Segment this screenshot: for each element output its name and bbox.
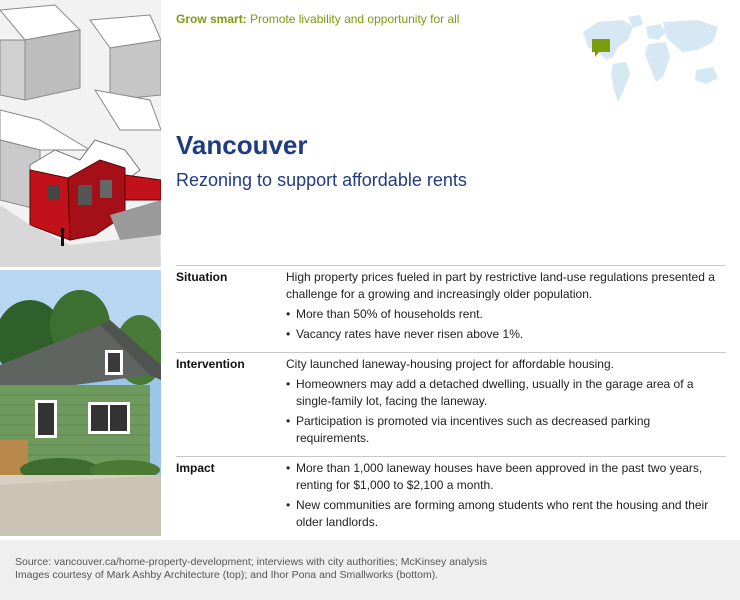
list-item: • Participation is promoted via incentives such as decreased parking requirements. xyxy=(286,413,726,447)
kicker-text: Promote livability and opportunity for all xyxy=(250,12,460,26)
table-row-intervention xyxy=(176,352,726,456)
row-intro: High property prices fueled in part by restrictive land-use regulations presented a challenge for a growing and increasingly older population. xyxy=(286,270,715,301)
row-content xyxy=(286,356,726,450)
list-item: • More than 1,000 laneway houses have been approved in the past two years, renting for $1,000 to $2,100 a month. xyxy=(286,460,726,494)
source-note: Source: vancouver.ca/home-property-development; interviews with city authorities; McKinsey analysis xyxy=(15,556,488,568)
list-item: • New communities are forming among students who rent the housing and their older landlords. xyxy=(286,497,726,531)
row-intro: City launched laneway-housing project for affordable housing. xyxy=(286,357,614,371)
image-credits: Images courtesy of Mark Ashby Architecture (top); and Ihor Pona and Smallworks (bottom). xyxy=(15,569,439,581)
page-title: Vancouver xyxy=(176,130,308,160)
row-label: Intervention xyxy=(176,357,245,371)
section-kicker xyxy=(176,12,459,26)
world-map-icon xyxy=(578,12,728,108)
table-row-impact xyxy=(176,456,726,540)
row-label: Situation xyxy=(176,270,228,284)
row-label: Impact xyxy=(176,461,215,475)
page-subtitle: Rezoning to support affordable rents xyxy=(176,170,467,190)
table-row-situation xyxy=(176,265,726,352)
row-content xyxy=(286,460,726,534)
architectural-render-image xyxy=(0,0,161,267)
footer xyxy=(0,540,740,600)
list-item: • More than 50% of households rent. xyxy=(286,306,726,323)
row-content xyxy=(286,269,726,346)
kicker-bold: Grow smart: xyxy=(176,12,247,26)
laneway-house-photo xyxy=(0,270,161,536)
case-study-table xyxy=(176,265,726,540)
list-item: • Vacancy rates have never risen above 1%. xyxy=(286,326,726,343)
list-item: • Homeowners may add a detached dwelling, usually in the garage area of a single-family lot, facing the laneway. xyxy=(286,376,726,410)
